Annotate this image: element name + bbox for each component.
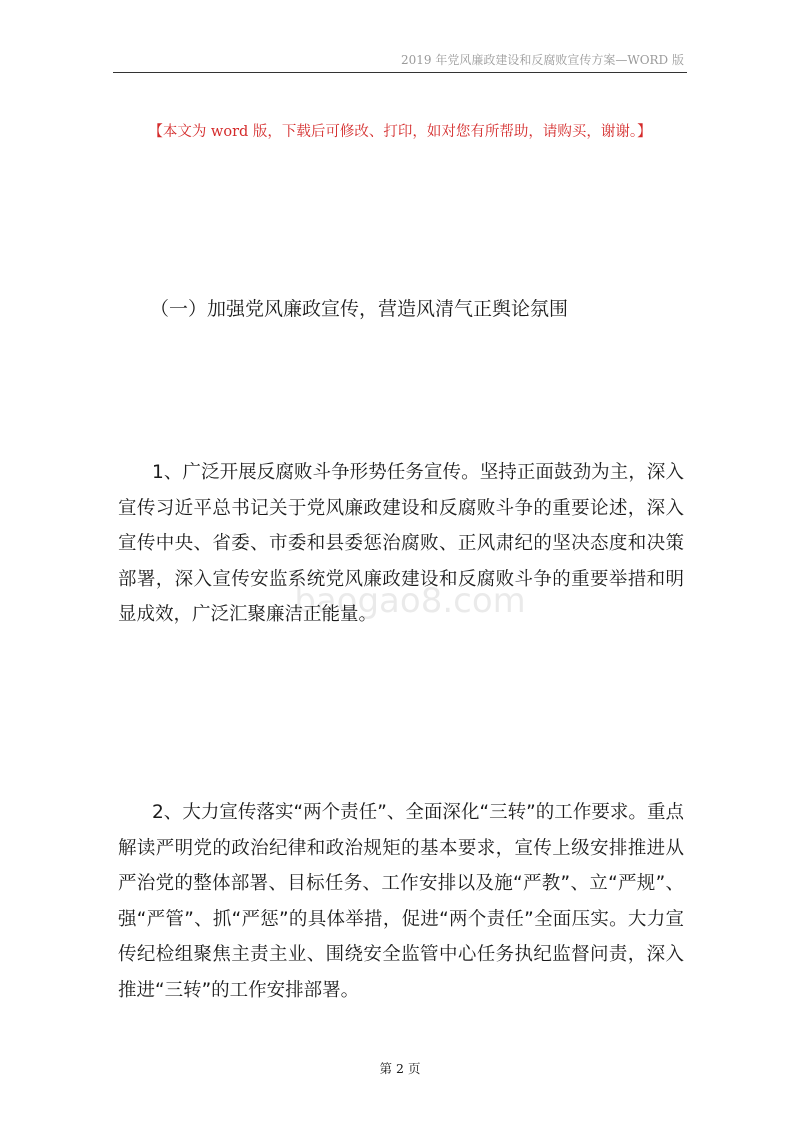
header-rule <box>113 72 687 73</box>
page-number: 第 2 页 <box>379 1061 421 1076</box>
section-heading: （一）加强党风廉政宣传，营造风清气正舆论氛围 <box>150 298 569 320</box>
watermark-text: baogao8.com <box>294 581 526 621</box>
running-header: 2019 年党风廉政建设和反腐败宣传方案—WORD 版 <box>401 53 684 67</box>
paragraph-1: 1、广泛开展反腐败斗争形势任务宣传。坚持正面鼓劲为主，深入宣传习近平总书记关于党风廉政建设和反腐败斗争的重要论述，深入宣传中央、省委、市委和县委惩治腐败、正风肃纪的坚决态度和决策部署，深入宣传安监系统党风廉政建设和反腐败斗争的重要举措和明显成效，广泛汇聚廉洁正能量。 <box>118 462 684 626</box>
paragraph-2: 2、大力宣传落实“两个责任”、全面深化“三转”的工作要求。重点解读严明党的政治纪律和政治规矩的基本要求，宣传上级安排推进从严治党的整体部署、目标任务、工作安排以及施“严教”、立“严规”、强“严管”、抓“严惩”的具体举措，促进“两个责任”全面压实。大力宣传纪检组聚焦主责主业、围绕安全监管中心任务执纪监督问责，深入推进“三转”的工作安排部署。 <box>118 802 684 1001</box>
purchase-notice: 【本文为 word 版，下载后可修改、打印，如对您有所帮助，请购买，谢谢。】 <box>148 124 652 140</box>
